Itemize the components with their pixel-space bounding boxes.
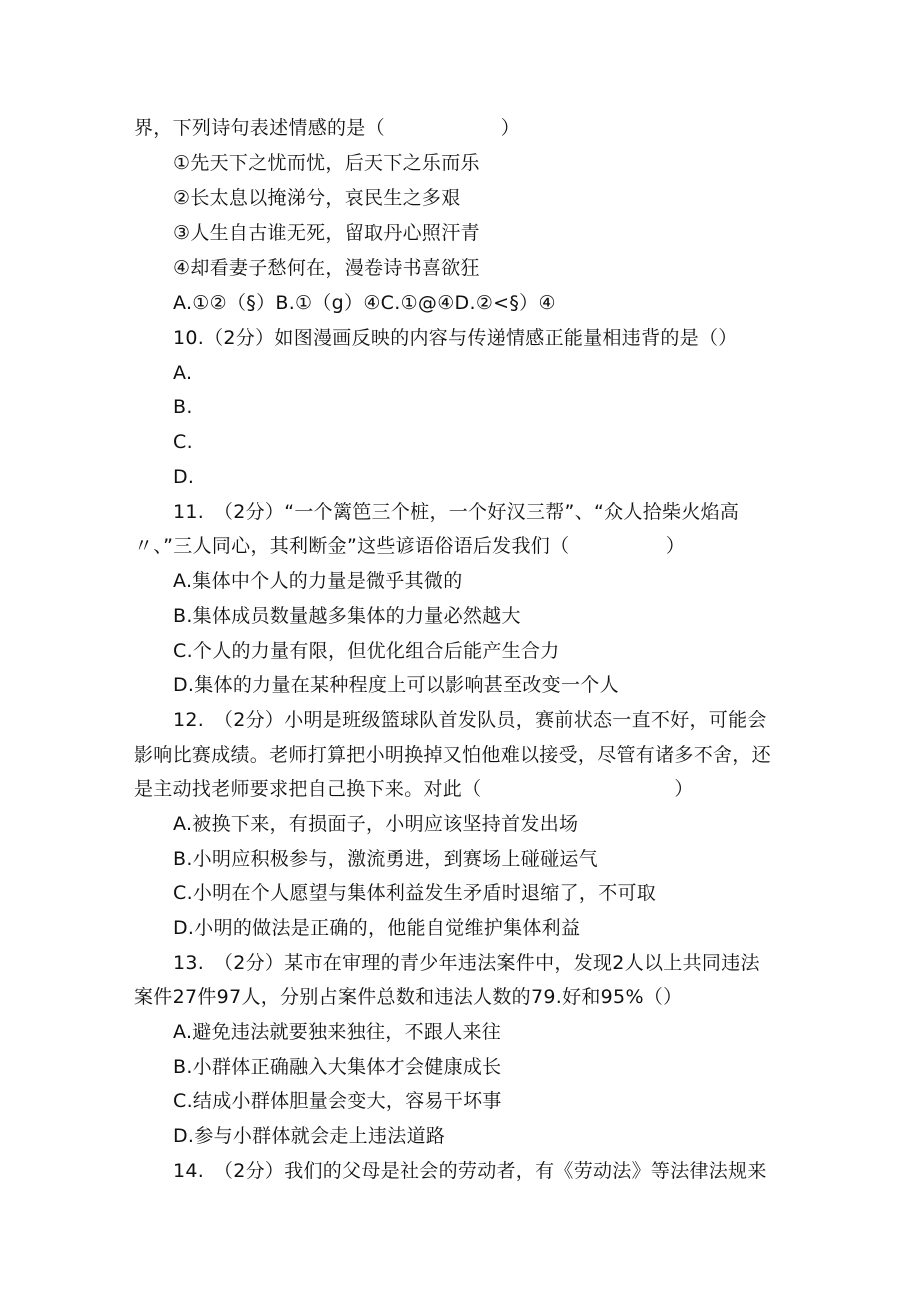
question-9-options: A.①②（§）B.①（g）④C.①@④D.②<§）④ bbox=[173, 292, 556, 314]
question-10-option-b: B. bbox=[173, 396, 193, 418]
question-9-item-2: ②长太息以掩涕兮，哀民生之多艰 bbox=[173, 187, 461, 209]
question-10-option-d: D. bbox=[173, 466, 195, 488]
question-11-stem: 11. （2分）“一个篱笆三个桩，一个好汉三帮”、“众人拾柴火焰高 bbox=[173, 501, 740, 523]
question-12-stem-continued-2: 是主动找老师要求把自己换下来。对此（ ） bbox=[134, 778, 694, 800]
question-10-stem: 10.（2分）如图漫画反映的内容与传递情感正能量相违背的是（） bbox=[173, 327, 738, 349]
question-12-stem-continued-1: 影响比赛成绩。老师打算把小明换掉又怕他难以接受，尽管有诸多不舍，还 bbox=[134, 744, 771, 766]
question-10-option-a: A. bbox=[173, 362, 193, 384]
question-11-option-d: D.集体的力量在某种程度上可以影响甚至改变一个人 bbox=[173, 674, 619, 696]
question-13-option-a: A.避免违法就要独来独往，不跟人来往 bbox=[173, 1021, 502, 1043]
question-12-option-c: C.小明在个人愿望与集体利益发生矛盾时退缩了，不可取 bbox=[173, 882, 657, 904]
question-12-option-d: D.小明的做法是正确的，他能自觉维护集体利益 bbox=[173, 917, 581, 939]
question-14-stem: 14. （2分）我们的父母是社会的劳动者，有《劳动法》等法律法规来 bbox=[173, 1160, 767, 1182]
question-9-item-1: ①先天下之忧而忧，后天下之乐而乐 bbox=[173, 152, 480, 174]
question-11-option-a: A.集体中个人的力量是微乎其微的 bbox=[173, 570, 463, 592]
question-13-option-b: B.小群体正确融入大集体才会健康成长 bbox=[173, 1056, 502, 1078]
question-12-option-b: B.小明应积极参与，激流勇进，到赛场上碰碰运气 bbox=[173, 848, 598, 870]
question-9-item-3: ③人生自古谁无死，留取丹心照汗青 bbox=[173, 222, 480, 244]
question-12-option-a: A.被换下来，有损面子，小明应该坚持首发出场 bbox=[173, 813, 579, 835]
question-13-stem-continued: 案件27件97人，分别占案件总数和违法人数的79.好和95%（） bbox=[134, 986, 683, 1008]
question-13-stem: 13. （2分）某市在审理的青少年违法案件中，发现2人以上共同违法 bbox=[173, 952, 760, 974]
question-9-stem-continued: 界，下列诗句表述情感的是（ ） bbox=[134, 117, 521, 139]
question-12-stem: 12. （2分）小明是班级篮球队首发队员，赛前状态一直不好，可能会 bbox=[173, 709, 767, 731]
question-11-option-c: C.个人的力量有限，但优化组合后能产生合力 bbox=[173, 640, 560, 662]
question-13-option-d: D.参与小群体就会走上违法道路 bbox=[173, 1125, 446, 1147]
question-11-stem-continued: 〃、”三人同心，其利断金”这些谚语俗语后发我们（ ） bbox=[134, 535, 686, 557]
question-10-option-c: C. bbox=[173, 431, 193, 453]
question-9-item-4: ④却看妻子愁何在，漫卷诗书喜欲狂 bbox=[173, 257, 480, 279]
question-13-option-c: C.结成小群体胆量会变大，容易干坏事 bbox=[173, 1090, 502, 1112]
question-11-option-b: B.集体成员数量越多集体的力量必然越大 bbox=[173, 605, 521, 627]
